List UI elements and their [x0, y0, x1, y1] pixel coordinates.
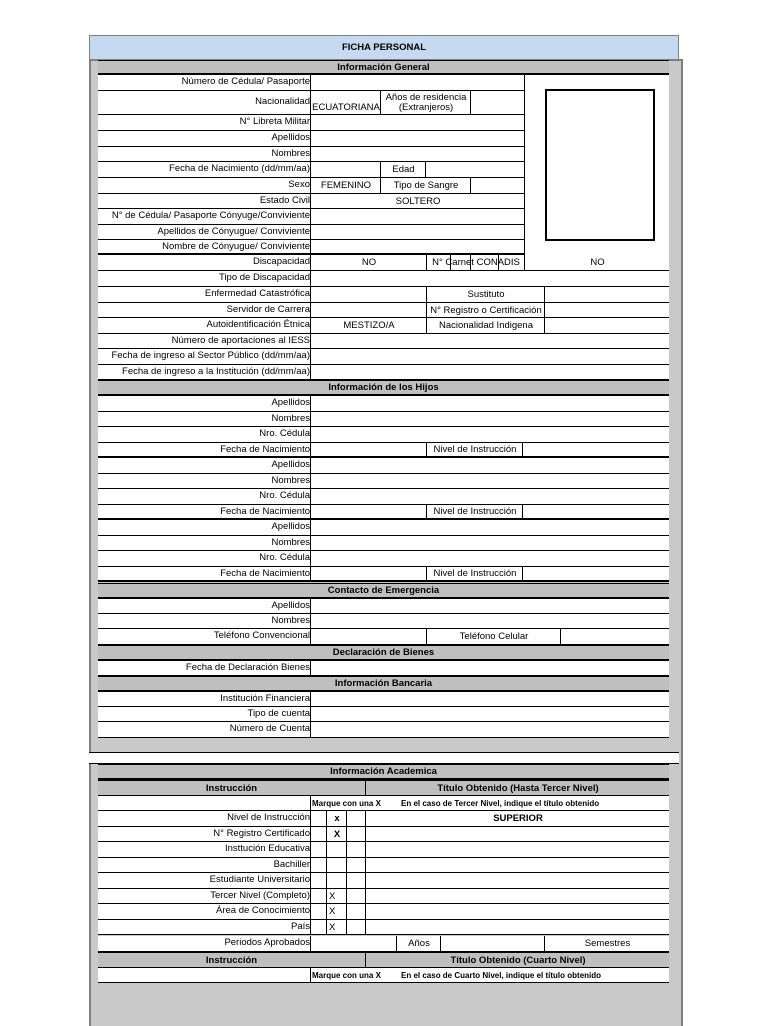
label-nombres: Nombres [271, 148, 310, 159]
hijo-2-row-cedula [98, 489, 669, 505]
label-ced-conyuge: N° de Cédula/ Pasaporte Cónyuge/Conviviente [111, 210, 310, 221]
label-hijo-fecha: Fecha de Nacimiento [220, 568, 310, 579]
hijo-1-row-fecha [98, 443, 669, 458]
caso4-label: En el caso de Cuarto Nivel, indique el título obtenido [401, 971, 602, 980]
hijo-1-row-cedula [98, 427, 669, 443]
row-marque [98, 796, 669, 811]
row-em-apellidos [98, 599, 669, 614]
label-em-convencional: Teléfono Convencional [213, 630, 310, 641]
label-em-nombres: Nombres [271, 615, 310, 626]
label-ingreso-publico: Fecha de ingreso al Sector Público (dd/mm/aa) [111, 350, 310, 361]
row-iess [98, 334, 669, 349]
row-enfermedad [98, 287, 669, 303]
separator-band [89, 752, 679, 764]
label-discapacidad: Discapacidad [252, 256, 310, 267]
label-ingreso-inst: Fecha de ingreso a la Institución (dd/mm/aa) [122, 366, 310, 377]
hijo-3-row-nombres [98, 536, 669, 551]
discapacidad-value[interactable]: NO [310, 255, 427, 270]
acad-mark-area[interactable]: X [326, 904, 349, 919]
label-acad-pais: País [290, 921, 310, 932]
section-academica: Información Academica [98, 764, 669, 780]
row-fecha-nac [98, 162, 524, 178]
label-hijo-nivel: Nivel de Instrucción [426, 567, 523, 580]
label-periodos: Periodos Aprobados [224, 937, 310, 948]
anios-residencia-line2: (Extranjeros) [398, 101, 454, 113]
academica-header-3 [98, 780, 669, 796]
label-carnet: N° Carnet CONADIS [426, 255, 525, 270]
hijo-2-row-nombres [98, 474, 669, 489]
nacionalidad-value[interactable]: ECUATORIANA [310, 91, 381, 114]
row-banco-tipo [98, 707, 669, 722]
row-ced-conyuge [98, 209, 524, 225]
acad-title-estudiante[interactable] [365, 873, 670, 888]
label-acad-bachiller: Bachiller [273, 859, 310, 870]
section-bienes: Declaración de Bienes [98, 645, 669, 661]
label-banco-tipo: Tipo de cuenta [247, 708, 310, 719]
row-discapacidad [98, 255, 669, 271]
label-anios: Años [396, 936, 441, 951]
label-hijo-nombres: Nombres [271, 537, 310, 548]
hijo-3-row-cedula [98, 551, 669, 567]
acad-title-area[interactable] [365, 904, 670, 919]
row-ape-conyuge [98, 225, 524, 240]
label-sexo: Sexo [288, 179, 310, 190]
label-sustituto: Sustituto [426, 287, 545, 302]
row-nacionalidad [98, 91, 524, 115]
label-hijo-nombres: Nombres [271, 475, 310, 486]
hijo-3-row-apellidos [98, 520, 669, 536]
estado-civil-value[interactable]: SOLTERO [310, 194, 525, 208]
label-apellidos: Apellidos [271, 132, 310, 143]
label-ape-conyuge: Apellidos de Cónyugue/ Conviviente [157, 226, 310, 237]
label-iess: Número de aportaciones al IESS [171, 335, 310, 346]
acad-title-pais[interactable] [365, 920, 670, 934]
label-fecha-nac: Fecha de Nacimiento (dd/mm/aa) [169, 163, 310, 174]
label-acad-area: Área de Conocimiento [216, 905, 310, 916]
label-acad-institucion: Insttución Educativa [224, 843, 310, 854]
label-nacionalidad: Nacionalidad [255, 96, 310, 107]
row-ingreso-inst [98, 365, 669, 380]
section-hijos: Información de los Hijos [98, 380, 669, 396]
label-acad-nivel: Nivel de Instrucción [227, 812, 310, 823]
label-bienes-fecha: Fecha de Declaración Bienes [185, 662, 310, 673]
section-emergencia: Contacto de Emergencia [98, 583, 669, 599]
label-hijo-cedula: Nro. Cédula [259, 552, 310, 563]
acad-title-bachiller[interactable] [365, 858, 670, 872]
acad-row-institucion [98, 842, 669, 858]
label-hijo-fecha: Fecha de Nacimiento [220, 444, 310, 455]
hijo-2-row-apellidos [98, 458, 669, 474]
label-estado-civil: Estado Civil [259, 195, 310, 206]
label-hijo-cedula: Nro. Cédula [259, 490, 310, 501]
row-em-telefono [98, 629, 669, 645]
label-hijo-cedula: Nro. Cédula [259, 428, 310, 439]
acad-title-institucion[interactable] [365, 842, 670, 857]
row-marque-4 [98, 968, 669, 983]
label-registro: N° Registro o Certificación [426, 303, 545, 317]
acad-mark-nivel[interactable]: x [326, 811, 347, 826]
caso3-label: En el caso de Tercer Nivel, indique el título obtenido [401, 799, 600, 808]
hijo-1-row-apellidos [98, 396, 669, 412]
label-cedula: Número de Cédula/ Pasaporte [181, 76, 310, 87]
acad-row-nivel [98, 811, 669, 827]
row-cedula [98, 75, 524, 91]
row-servidor [98, 303, 669, 318]
row-etnica [98, 318, 669, 334]
row-nom-conyuge [98, 240, 524, 255]
acad-mark-registro[interactable]: X [326, 827, 347, 841]
row-apellidos [98, 131, 524, 147]
label-hijo-apellidos: Apellidos [271, 397, 310, 408]
label-hijo-apellidos: Apellidos [271, 521, 310, 532]
acad-mark-tercer[interactable]: X [326, 889, 349, 903]
hijo-3-row-fecha [98, 567, 669, 582]
row-periodos [98, 936, 669, 952]
label-etnica: Autoidentificación Étnica [206, 319, 310, 330]
label-em-apellidos: Apellidos [271, 600, 310, 611]
label-acad-registro: N° Registro Certificado [213, 828, 310, 839]
acad-title-registro[interactable] [365, 827, 670, 841]
row-estado-civil [98, 194, 524, 209]
page-title: FICHA PERSONAL [89, 35, 679, 60]
acad-row-estudiante [98, 873, 669, 889]
acad-row-pais [98, 920, 669, 935]
label-acad-estudiante: Estudiante Universitario [209, 874, 310, 885]
header-titulo4: Título Obtenido (Cuarto Nivel) [365, 953, 670, 967]
label-hijo-fecha: Fecha de Nacimiento [220, 506, 310, 517]
label-tipo-sangre: Tipo de Sangre [380, 178, 471, 193]
acad-row-bachiller [98, 858, 669, 873]
label-libreta: N° Libreta Militar [239, 116, 310, 127]
label-servidor: Servidor de Carrera [226, 304, 310, 315]
hijo-1-row-nombres [98, 412, 669, 427]
label-semestres: Semestres [544, 936, 670, 951]
academica-header-4 [98, 952, 669, 968]
label-acad-tercer: Tercer Nivel (Completo) [210, 890, 310, 901]
label-tipo-disc: Tipo de Discapacidad [218, 272, 310, 283]
photo-area [524, 74, 669, 255]
marque-label-4: Marque con una X [312, 971, 381, 980]
acad-mark-pais[interactable]: X [326, 920, 349, 934]
row-em-nombres [98, 614, 669, 629]
acad-title-nivel[interactable]: SUPERIOR [365, 811, 670, 826]
row-banco-institucion [98, 692, 669, 707]
label-enfermedad: Enfermedad Catastrófica [204, 288, 310, 299]
acad-row-registro [98, 827, 669, 842]
acad-title-tercer[interactable] [365, 889, 670, 903]
row-banco-numero [98, 722, 669, 738]
label-banco-numero: Número de Cuenta [229, 723, 310, 734]
marque-label: Marque con una X [312, 799, 381, 808]
row-libreta [98, 115, 524, 131]
acad-row-area [98, 904, 669, 920]
row-nombres [98, 147, 524, 162]
header-instruccion-4: Instrucción [205, 954, 258, 966]
photo-box[interactable] [545, 89, 655, 241]
label-hijo-nivel: Nivel de Instrucción [426, 443, 523, 456]
anios-residencia-line1: Años de residencia [385, 91, 467, 103]
row-sexo [98, 178, 524, 194]
row-tipo-disc [98, 271, 669, 287]
label-banco-institucion: Institución Financiera [220, 693, 310, 704]
etnica-value[interactable]: MESTIZO/A [310, 318, 427, 333]
carnet-value[interactable]: NO [524, 255, 670, 270]
label-nac-indigena: Nacionalidad Indigena [426, 318, 545, 333]
row-ingreso-publico [98, 349, 669, 365]
label-edad: Edad [380, 162, 426, 177]
label-nom-conyuge: Nombre de Cónyugue/ Conviviente [162, 241, 310, 252]
sexo-value[interactable]: FEMENINO [310, 178, 381, 193]
acad-row-tercer [98, 889, 669, 904]
section-bancaria: Información Bancaria [98, 676, 669, 692]
hijo-2-row-fecha [98, 505, 669, 520]
header-instruccion: Instrucción [205, 782, 258, 794]
anios-residencia-label [380, 91, 471, 114]
header-titulo3: Título Obtenido (Hasta Tercer Nivel) [365, 781, 670, 795]
row-bienes-fecha [98, 661, 669, 676]
label-hijo-nombres: Nombres [271, 413, 310, 424]
label-em-celular: Teléfono Celular [426, 629, 561, 644]
section-general: Información General [98, 60, 669, 75]
label-hijo-nivel: Nivel de Instrucción [426, 505, 523, 518]
label-hijo-apellidos: Apellidos [271, 459, 310, 470]
